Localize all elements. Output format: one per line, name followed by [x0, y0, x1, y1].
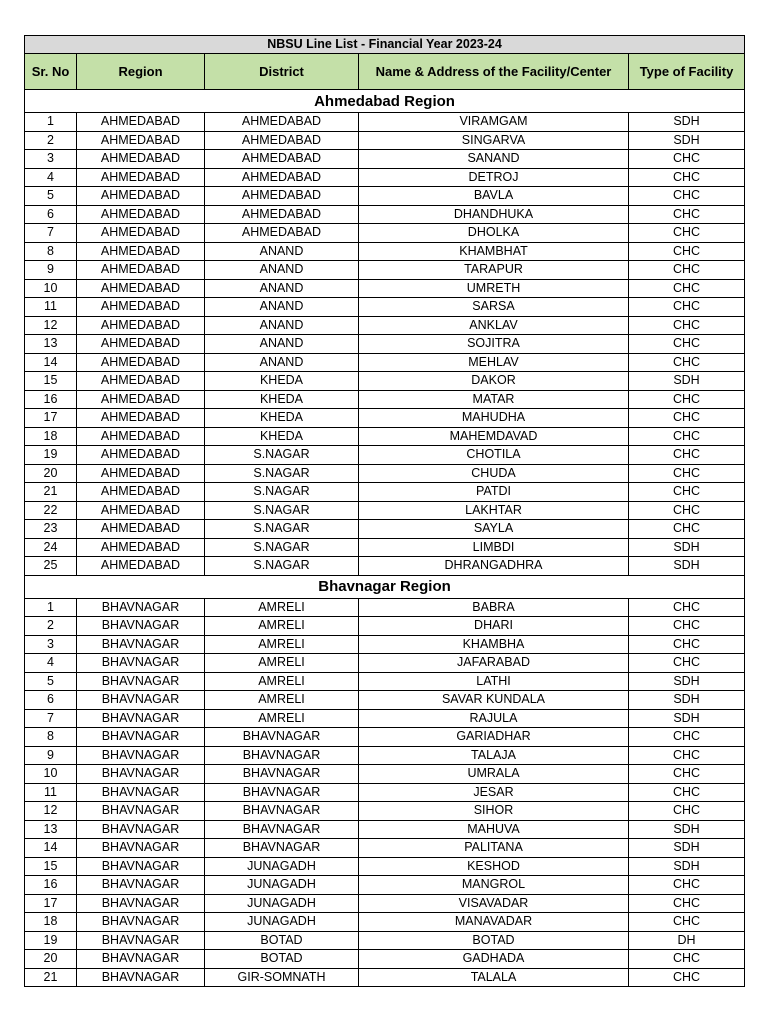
table-row	[25, 728, 745, 747]
cell-district: AMRELI	[205, 691, 359, 710]
cell-region: BHAVNAGAR	[77, 617, 205, 636]
cell-facility: DHANDHUKA	[359, 205, 629, 224]
cell-sr-no: 4	[25, 168, 77, 187]
cell-district: JUNAGADH	[205, 894, 359, 913]
cell-region: BHAVNAGAR	[77, 913, 205, 932]
cell-type: CHC	[629, 409, 745, 428]
cell-district: JUNAGADH	[205, 913, 359, 932]
table-title: NBSU Line List - Financial Year 2023-24	[25, 36, 745, 54]
cell-region: AHMEDABAD	[77, 113, 205, 132]
cell-facility: TARAPUR	[359, 261, 629, 280]
cell-district: ANAND	[205, 298, 359, 317]
cell-type: CHC	[629, 353, 745, 372]
cell-type: CHC	[629, 464, 745, 483]
cell-facility: SINGARVA	[359, 131, 629, 150]
cell-district: KHEDA	[205, 390, 359, 409]
cell-facility: MEHLAV	[359, 353, 629, 372]
cell-type: SDH	[629, 538, 745, 557]
cell-facility: MAHUVA	[359, 820, 629, 839]
cell-district: GIR-SOMNATH	[205, 968, 359, 987]
table-row	[25, 131, 745, 150]
cell-sr-no: 20	[25, 464, 77, 483]
cell-sr-no: 9	[25, 746, 77, 765]
cell-type: CHC	[629, 261, 745, 280]
cell-facility: SARSA	[359, 298, 629, 317]
cell-facility: MANAVADAR	[359, 913, 629, 932]
cell-region: AHMEDABAD	[77, 390, 205, 409]
cell-region: AHMEDABAD	[77, 316, 205, 335]
cell-facility: RAJULA	[359, 709, 629, 728]
table-row	[25, 409, 745, 428]
table-row	[25, 635, 745, 654]
column-header-facility: Name & Address of the Facility/Center	[359, 54, 629, 90]
table-row	[25, 538, 745, 557]
table-row	[25, 335, 745, 354]
cell-sr-no: 8	[25, 242, 77, 261]
cell-type: CHC	[629, 746, 745, 765]
cell-sr-no: 9	[25, 261, 77, 280]
table-row	[25, 298, 745, 317]
cell-region: AHMEDABAD	[77, 353, 205, 372]
cell-region: AHMEDABAD	[77, 557, 205, 576]
cell-type: CHC	[629, 298, 745, 317]
cell-region: AHMEDABAD	[77, 242, 205, 261]
cell-region: BHAVNAGAR	[77, 691, 205, 710]
cell-type: CHC	[629, 390, 745, 409]
region-header-row	[25, 575, 745, 598]
cell-type: CHC	[629, 316, 745, 335]
cell-facility: UMRALA	[359, 765, 629, 784]
cell-district: S.NAGAR	[205, 501, 359, 520]
cell-region: AHMEDABAD	[77, 168, 205, 187]
cell-sr-no: 17	[25, 409, 77, 428]
cell-facility: VIRAMGAM	[359, 113, 629, 132]
cell-type: CHC	[629, 427, 745, 446]
cell-sr-no: 16	[25, 876, 77, 895]
cell-facility: SAYLA	[359, 520, 629, 539]
cell-sr-no: 7	[25, 224, 77, 243]
cell-district: JUNAGADH	[205, 857, 359, 876]
cell-sr-no: 23	[25, 520, 77, 539]
cell-sr-no: 15	[25, 857, 77, 876]
cell-facility: VISAVADAR	[359, 894, 629, 913]
table-row	[25, 372, 745, 391]
table-row	[25, 950, 745, 969]
cell-facility: DHOLKA	[359, 224, 629, 243]
cell-district: JUNAGADH	[205, 876, 359, 895]
cell-region: BHAVNAGAR	[77, 931, 205, 950]
cell-district: BHAVNAGAR	[205, 728, 359, 747]
table-row	[25, 691, 745, 710]
cell-type: CHC	[629, 187, 745, 206]
cell-type: CHC	[629, 765, 745, 784]
table-row	[25, 113, 745, 132]
cell-facility: MAHEMDAVAD	[359, 427, 629, 446]
cell-facility: SIHOR	[359, 802, 629, 821]
table-row	[25, 279, 745, 298]
cell-district: AMRELI	[205, 598, 359, 617]
cell-type: CHC	[629, 483, 745, 502]
cell-sr-no: 3	[25, 635, 77, 654]
table-row	[25, 931, 745, 950]
table-row	[25, 427, 745, 446]
cell-region: AHMEDABAD	[77, 501, 205, 520]
cell-sr-no: 19	[25, 931, 77, 950]
cell-facility: TALAJA	[359, 746, 629, 765]
table-row	[25, 746, 745, 765]
cell-region: AHMEDABAD	[77, 335, 205, 354]
table-row	[25, 598, 745, 617]
cell-type: CHC	[629, 598, 745, 617]
cell-facility: MATAR	[359, 390, 629, 409]
cell-sr-no: 3	[25, 150, 77, 169]
cell-facility: KESHOD	[359, 857, 629, 876]
column-header-region: Region	[77, 54, 205, 90]
cell-district: S.NAGAR	[205, 446, 359, 465]
table-row	[25, 802, 745, 821]
cell-district: AHMEDABAD	[205, 131, 359, 150]
table-row	[25, 501, 745, 520]
cell-sr-no: 1	[25, 113, 77, 132]
cell-district: ANAND	[205, 316, 359, 335]
cell-district: AHMEDABAD	[205, 150, 359, 169]
cell-sr-no: 21	[25, 483, 77, 502]
cell-facility: DAKOR	[359, 372, 629, 391]
cell-district: S.NAGAR	[205, 538, 359, 557]
cell-district: BOTAD	[205, 950, 359, 969]
cell-sr-no: 5	[25, 187, 77, 206]
cell-region: BHAVNAGAR	[77, 598, 205, 617]
cell-type: CHC	[629, 654, 745, 673]
cell-region: BHAVNAGAR	[77, 950, 205, 969]
cell-region: BHAVNAGAR	[77, 968, 205, 987]
cell-district: AMRELI	[205, 617, 359, 636]
table-row	[25, 709, 745, 728]
cell-region: BHAVNAGAR	[77, 672, 205, 691]
cell-sr-no: 14	[25, 839, 77, 858]
cell-type: SDH	[629, 857, 745, 876]
cell-facility: BAVLA	[359, 187, 629, 206]
cell-region: BHAVNAGAR	[77, 820, 205, 839]
cell-facility: JAFARABAD	[359, 654, 629, 673]
cell-type: CHC	[629, 876, 745, 895]
table-body	[25, 36, 745, 987]
cell-region: AHMEDABAD	[77, 483, 205, 502]
table-row	[25, 483, 745, 502]
column-header-district: District	[205, 54, 359, 90]
column-header-sr-no: Sr. No	[25, 54, 77, 90]
cell-region: AHMEDABAD	[77, 261, 205, 280]
region-header: Bhavnagar Region	[25, 575, 745, 598]
table-row	[25, 783, 745, 802]
cell-type: CHC	[629, 950, 745, 969]
cell-district: KHEDA	[205, 409, 359, 428]
cell-region: AHMEDABAD	[77, 409, 205, 428]
table-row	[25, 205, 745, 224]
region-header: Ahmedabad Region	[25, 90, 745, 113]
cell-region: BHAVNAGAR	[77, 876, 205, 895]
cell-sr-no: 24	[25, 538, 77, 557]
cell-type: CHC	[629, 802, 745, 821]
cell-facility: CHUDA	[359, 464, 629, 483]
cell-type: CHC	[629, 520, 745, 539]
table-row	[25, 353, 745, 372]
region-header-row	[25, 90, 745, 113]
cell-type: CHC	[629, 224, 745, 243]
cell-sr-no: 18	[25, 913, 77, 932]
table-row	[25, 261, 745, 280]
cell-type: CHC	[629, 335, 745, 354]
cell-district: BOTAD	[205, 931, 359, 950]
cell-facility: SANAND	[359, 150, 629, 169]
cell-region: AHMEDABAD	[77, 298, 205, 317]
cell-type: SDH	[629, 113, 745, 132]
cell-region: AHMEDABAD	[77, 372, 205, 391]
cell-type: CHC	[629, 150, 745, 169]
cell-region: AHMEDABAD	[77, 538, 205, 557]
cell-region: BHAVNAGAR	[77, 783, 205, 802]
cell-type: SDH	[629, 372, 745, 391]
table-row	[25, 168, 745, 187]
cell-sr-no: 1	[25, 598, 77, 617]
cell-type: CHC	[629, 913, 745, 932]
cell-district: S.NAGAR	[205, 557, 359, 576]
cell-sr-no: 5	[25, 672, 77, 691]
cell-facility: CHOTILA	[359, 446, 629, 465]
cell-region: BHAVNAGAR	[77, 765, 205, 784]
cell-type: SDH	[629, 131, 745, 150]
cell-sr-no: 25	[25, 557, 77, 576]
cell-sr-no: 11	[25, 783, 77, 802]
cell-region: BHAVNAGAR	[77, 709, 205, 728]
cell-district: S.NAGAR	[205, 483, 359, 502]
table-row	[25, 765, 745, 784]
cell-region: AHMEDABAD	[77, 131, 205, 150]
cell-facility: TALALA	[359, 968, 629, 987]
cell-region: BHAVNAGAR	[77, 802, 205, 821]
table-row	[25, 820, 745, 839]
table-row	[25, 316, 745, 335]
cell-sr-no: 13	[25, 820, 77, 839]
cell-region: BHAVNAGAR	[77, 894, 205, 913]
cell-facility: BOTAD	[359, 931, 629, 950]
cell-district: AMRELI	[205, 635, 359, 654]
cell-facility: GADHADA	[359, 950, 629, 969]
cell-sr-no: 8	[25, 728, 77, 747]
cell-type: CHC	[629, 635, 745, 654]
cell-type: CHC	[629, 446, 745, 465]
cell-facility: KHAMBHAT	[359, 242, 629, 261]
cell-type: SDH	[629, 672, 745, 691]
cell-sr-no: 14	[25, 353, 77, 372]
cell-district: ANAND	[205, 242, 359, 261]
table-row	[25, 654, 745, 673]
cell-facility: LAKHTAR	[359, 501, 629, 520]
cell-sr-no: 15	[25, 372, 77, 391]
cell-type: CHC	[629, 279, 745, 298]
cell-facility: ANKLAV	[359, 316, 629, 335]
table-row	[25, 446, 745, 465]
cell-sr-no: 4	[25, 654, 77, 673]
cell-sr-no: 20	[25, 950, 77, 969]
cell-region: AHMEDABAD	[77, 520, 205, 539]
cell-district: BHAVNAGAR	[205, 746, 359, 765]
cell-type: SDH	[629, 709, 745, 728]
cell-facility: PATDI	[359, 483, 629, 502]
cell-region: AHMEDABAD	[77, 464, 205, 483]
cell-district: AMRELI	[205, 654, 359, 673]
cell-region: AHMEDABAD	[77, 150, 205, 169]
cell-facility: SAVAR KUNDALA	[359, 691, 629, 710]
cell-district: BHAVNAGAR	[205, 839, 359, 858]
cell-facility: SOJITRA	[359, 335, 629, 354]
cell-type: CHC	[629, 968, 745, 987]
table-row	[25, 968, 745, 987]
header-row	[25, 54, 745, 90]
table-row	[25, 894, 745, 913]
cell-sr-no: 10	[25, 279, 77, 298]
cell-facility: GARIADHAR	[359, 728, 629, 747]
table-row	[25, 150, 745, 169]
cell-district: ANAND	[205, 335, 359, 354]
cell-facility: MANGROL	[359, 876, 629, 895]
cell-region: BHAVNAGAR	[77, 839, 205, 858]
cell-district: ANAND	[205, 353, 359, 372]
table-row	[25, 464, 745, 483]
cell-district: ANAND	[205, 261, 359, 280]
cell-type: CHC	[629, 728, 745, 747]
cell-district: AHMEDABAD	[205, 168, 359, 187]
table-row	[25, 913, 745, 932]
cell-facility: BABRA	[359, 598, 629, 617]
table-row	[25, 224, 745, 243]
cell-facility: MAHUDHA	[359, 409, 629, 428]
table-row	[25, 876, 745, 895]
table-row	[25, 617, 745, 636]
cell-district: S.NAGAR	[205, 520, 359, 539]
cell-district: AHMEDABAD	[205, 224, 359, 243]
cell-type: CHC	[629, 501, 745, 520]
cell-sr-no: 17	[25, 894, 77, 913]
cell-region: AHMEDABAD	[77, 427, 205, 446]
cell-facility: LATHI	[359, 672, 629, 691]
cell-district: S.NAGAR	[205, 464, 359, 483]
cell-district: BHAVNAGAR	[205, 802, 359, 821]
table-row	[25, 672, 745, 691]
cell-type: CHC	[629, 168, 745, 187]
table-row	[25, 242, 745, 261]
cell-sr-no: 7	[25, 709, 77, 728]
cell-region: BHAVNAGAR	[77, 654, 205, 673]
cell-sr-no: 18	[25, 427, 77, 446]
cell-type: CHC	[629, 205, 745, 224]
table-row	[25, 390, 745, 409]
cell-district: AMRELI	[205, 672, 359, 691]
cell-sr-no: 10	[25, 765, 77, 784]
cell-facility: JESAR	[359, 783, 629, 802]
cell-region: BHAVNAGAR	[77, 635, 205, 654]
cell-district: BHAVNAGAR	[205, 820, 359, 839]
cell-district: KHEDA	[205, 372, 359, 391]
cell-type: SDH	[629, 839, 745, 858]
cell-facility: UMRETH	[359, 279, 629, 298]
cell-facility: DHARI	[359, 617, 629, 636]
table-row	[25, 187, 745, 206]
cell-district: AHMEDABAD	[205, 187, 359, 206]
cell-sr-no: 6	[25, 205, 77, 224]
cell-type: SDH	[629, 820, 745, 839]
cell-sr-no: 22	[25, 501, 77, 520]
column-header-type: Type of Facility	[629, 54, 745, 90]
cell-district: AMRELI	[205, 709, 359, 728]
cell-sr-no: 19	[25, 446, 77, 465]
cell-district: KHEDA	[205, 427, 359, 446]
table-row	[25, 520, 745, 539]
cell-type: CHC	[629, 894, 745, 913]
cell-facility: PALITANA	[359, 839, 629, 858]
cell-sr-no: 21	[25, 968, 77, 987]
cell-region: AHMEDABAD	[77, 224, 205, 243]
cell-district: ANAND	[205, 279, 359, 298]
cell-sr-no: 6	[25, 691, 77, 710]
cell-facility: DHRANGADHRA	[359, 557, 629, 576]
cell-sr-no: 13	[25, 335, 77, 354]
cell-sr-no: 2	[25, 617, 77, 636]
cell-type: CHC	[629, 783, 745, 802]
cell-type: CHC	[629, 617, 745, 636]
cell-facility: KHAMBHA	[359, 635, 629, 654]
cell-region: AHMEDABAD	[77, 187, 205, 206]
table-row	[25, 857, 745, 876]
cell-sr-no: 12	[25, 316, 77, 335]
cell-district: AHMEDABAD	[205, 113, 359, 132]
cell-type: DH	[629, 931, 745, 950]
cell-region: BHAVNAGAR	[77, 728, 205, 747]
cell-district: BHAVNAGAR	[205, 765, 359, 784]
cell-type: SDH	[629, 557, 745, 576]
facility-table	[24, 35, 745, 987]
cell-region: AHMEDABAD	[77, 446, 205, 465]
table-title-row	[25, 36, 745, 54]
cell-district: AHMEDABAD	[205, 205, 359, 224]
cell-sr-no: 12	[25, 802, 77, 821]
table-row	[25, 839, 745, 858]
cell-type: SDH	[629, 691, 745, 710]
table-row	[25, 557, 745, 576]
cell-region: AHMEDABAD	[77, 279, 205, 298]
cell-region: BHAVNAGAR	[77, 857, 205, 876]
cell-sr-no: 2	[25, 131, 77, 150]
cell-sr-no: 11	[25, 298, 77, 317]
cell-facility: LIMBDI	[359, 538, 629, 557]
cell-type: CHC	[629, 242, 745, 261]
cell-facility: DETROJ	[359, 168, 629, 187]
cell-region: AHMEDABAD	[77, 205, 205, 224]
cell-region: BHAVNAGAR	[77, 746, 205, 765]
cell-district: BHAVNAGAR	[205, 783, 359, 802]
cell-sr-no: 16	[25, 390, 77, 409]
